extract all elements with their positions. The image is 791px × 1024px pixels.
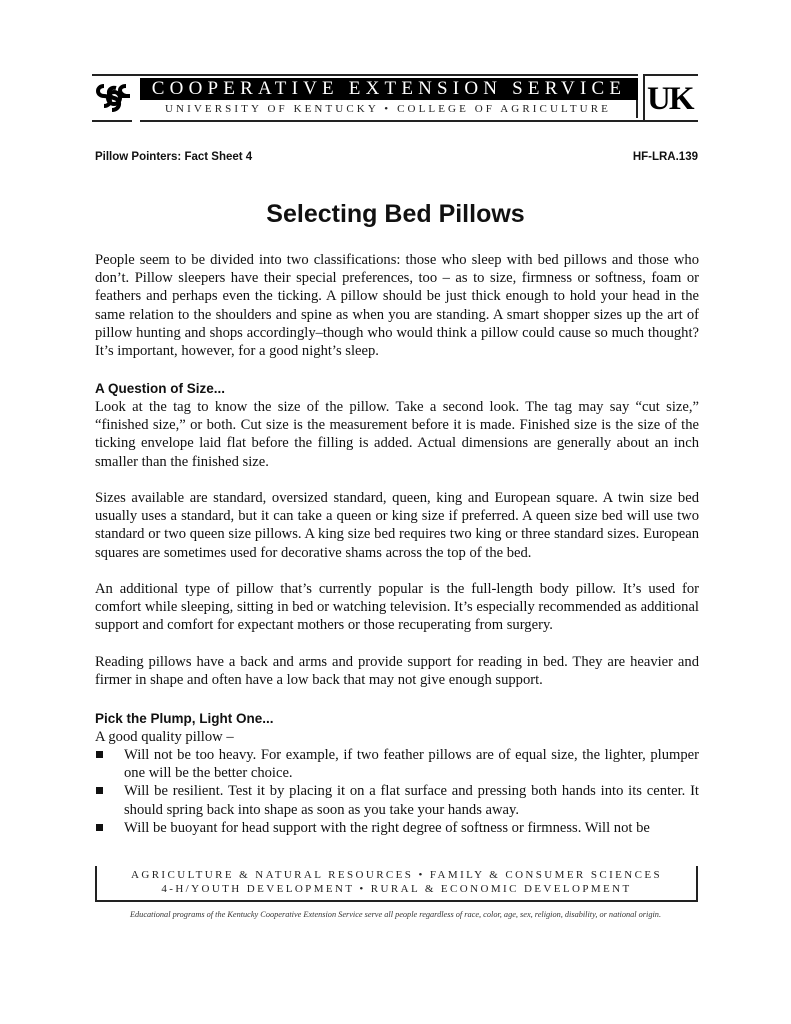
masthead [92,74,698,122]
masthead-bottom-rule-logo [92,120,132,122]
plump-intro: A good quality pillow – [95,729,234,745]
size-paragraph: Sizes available are standard, oversized standard, queen, king and European square. A twin size bed usually uses a standard, but it can take a queen or king size if preferred. A queen size bed will use two standard or two queen size pillows. A king size bed requires two king or three standard sizes. European squares are sometimes used for decorative shams across the top of the bed. [95,490,699,561]
list-item [95,746,699,782]
masthead-bottom-rule [140,120,698,122]
square-bullet-icon [96,824,103,831]
list-item-text: Will not be too heavy. For example, if two feather pillows are of equal size, the lighter, plumper one will be the better choice. [124,747,699,782]
document-number: HF-LRA.139 [632,151,698,163]
quality-bullet-list [95,746,699,837]
series-label: Pillow Pointers: Fact Sheet 4 [95,151,253,163]
list-item-text: Will be resilient. Test it by placing it on a flat surface and pressing both hands into its center. It should spring back into shape as soon as you take your hands away. [124,783,699,818]
section-heading-size: A Question of Size... [95,381,226,396]
list-item-text: Will be buoyant for head support with the right degree of softness or firmness. Will not be [124,819,650,836]
intro-paragraph: People seem to be divided into two classifications: those who sleep with bed pillows and those who don’t. Pillow sleepers have their special preferences, too – as to size, firmness or softness, foam or feathers and perhaps even the ticking. A pillow should be just thick enough to hold your head in the same relation to the shoulders and spine as when you are standing. A smart shopper sizes up the art of pillow hunting and shops accordingly–though who would think a pillow could cause so much thought? It’s important, however, for a good night’s sleep. [95,252,699,360]
masthead-banner-subtitle: UNIVERSITY OF KENTUCKY • COLLEGE OF AGRICULTURE [140,100,638,118]
list-item [95,819,699,837]
uk-logo: UK [647,81,693,117]
footer-programs-line-2: 4-H/YOUTH DEVELOPMENT • RURAL & ECONOMIC DEVELOPMENT [161,883,632,895]
body-pillow-paragraph: An additional type of pillow that’s currently popular is the full-length body pillow. It’s used for comfort while sleeping, sitting in bed or watching television. It’s especially recommended as additional support and comfort for expectant mothers or those recuperating from surgery. [95,581,699,634]
size-paragraph: Look at the tag to know the size of the pillow. Take a second look. The tag may say “cut size,” “finished size,” or both. Cut size is the measurement before it is made. Finished size is the size of the ticking envelope laid flat before the filling is added. Actual dimensions are generally about an inch smaller than the finished size. [95,399,699,470]
section-heading-plump: Pick the Plump, Light One... [95,711,274,726]
masthead-top-rule [92,74,638,76]
page-title: Selecting Bed Pillows [266,200,525,228]
footer-programs-line-1: AGRICULTURE & NATURAL RESOURCES • FAMILY & CONSUMER SCIENCES [131,869,662,881]
footer-program-box [95,866,698,902]
equal-opportunity-disclaimer: Educational programs of the Kentucky Cooperative Extension Service serve all people regardless of race, color, age, sex, religion, disability, or national origin. [129,910,662,919]
cooperative-extension-logo-icon [94,80,134,116]
masthead-banner-title: COOPERATIVE EXTENSION SERVICE [140,78,638,100]
list-item [95,782,699,818]
square-bullet-icon [96,751,103,758]
reading-pillow-paragraph: Reading pillows have a back and arms and provide support for reading in bed. They are heavier and firmer in shape and often have a low back that may not give enough support. [95,654,699,689]
square-bullet-icon [96,787,103,794]
